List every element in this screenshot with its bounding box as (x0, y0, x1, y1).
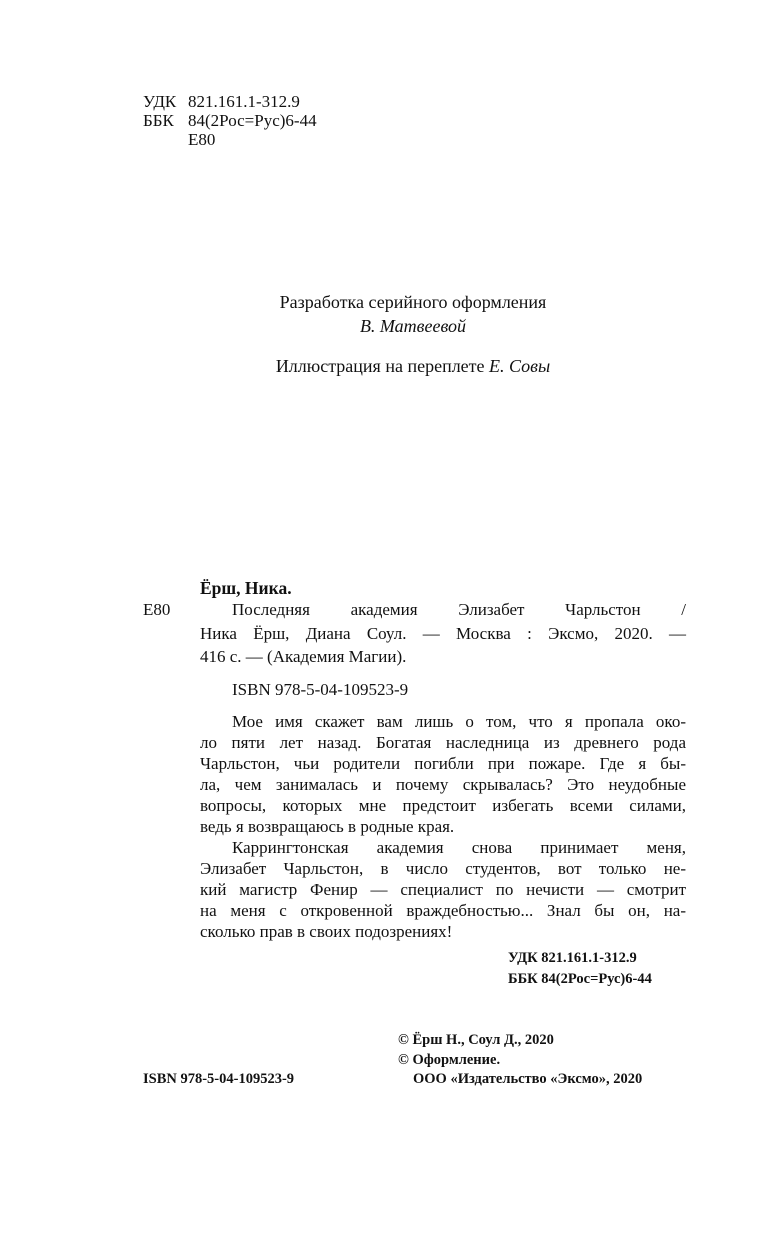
udk-value: 821.161.1-312.9 (188, 92, 300, 111)
design-credit-line: Разработка серийного оформления (279, 292, 547, 312)
author-mark-top: Е80 (188, 130, 216, 149)
description-line-1: Последняя академия Элизабет Чарльстон / (232, 600, 686, 619)
annotation-paragraph-2: Каррингтонская академия снова принимает меня, Элизабет Чарльстон, в число студентов, вот только не- кий магистр Фенир — специалист по нечисти — смотрит на меня с откровенной враждебностью... Знал бы он, на- сколько прав в своих подозрениях! (200, 838, 686, 941)
copyright-design: © Оформление. (398, 1052, 501, 1068)
description-lines: Ника Ёрш, Диана Соул. — Москва : Эксмо, 2020. — 416 с. — (Академия Магии). (200, 624, 686, 666)
design-credit-name: В. Матвеевой (359, 316, 467, 336)
isbn-bottom: ISBN 978-5-04-109523-9 (143, 1071, 295, 1087)
annotation-paragraph-1: Мое имя скажет вам лишь о том, что я пропала око- ло пяти лет назад. Богатая наследница из древнего рода Чарльстон, чьи родители погибли при пожаре. Где я бы- ла, чем занималась и почему скрывалась? Это неудобные вопросы, которых мне предстоит избегать всеми силами, ведь я возвращаюсь в родные края. (200, 712, 686, 836)
author-heading: Ёрш, Ника. (200, 578, 292, 598)
copyright-authors: © Ёрш Н., Соул Д., 2020 (398, 1032, 554, 1048)
isbn-card: ISBN 978-5-04-109523-9 (232, 680, 409, 699)
illustration-credit (0, 354, 768, 378)
bbk-label: ББК (143, 111, 174, 130)
udk-label: УДК (143, 92, 177, 111)
bbk-bold: ББК 84(2Рос=Рус)6-44 (508, 971, 652, 987)
bbk-value: 84(2Рос=Рус)6-44 (188, 111, 317, 130)
udk-bold: УДК 821.161.1-312.9 (508, 950, 637, 966)
copyright-publisher: ООО «Издательство «Эксмо», 2020 (413, 1071, 643, 1087)
illustration-credit-text: Иллюстрация на переплете (275, 356, 490, 376)
illustration-credit-name: Е. Совы (489, 356, 551, 376)
author-mark-card: Е80 (143, 600, 171, 619)
